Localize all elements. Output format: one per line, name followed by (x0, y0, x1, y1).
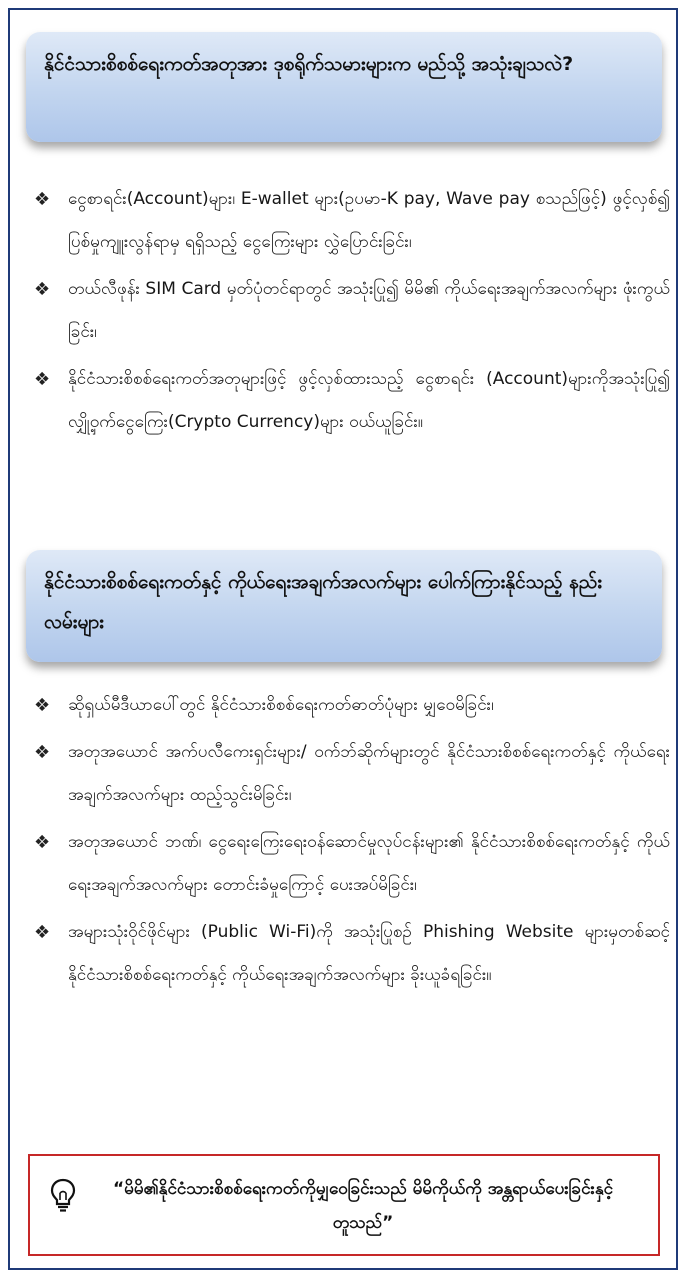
list-item-text: အများသုံးဝိုင်ဖိုင်များ (Public Wi-Fi)ကို အသုံးပြုစဉ် Phishing Website များမှတစ်ဆင့် နိုင်ငံသားစိစစ်ရေးကတ်နှင့် ကိုယ်ရေးအချက်အလက်များ ခိုးယူခံရခြင်း။ (68, 922, 670, 985)
lightbulb-icon (50, 1178, 80, 1216)
list-item (34, 684, 670, 727)
section-1-heading: နိုင်ငံသားစိစစ်ရေးကတ်အတုအား ဒုစရိုက်သမားများက မည်သို့ အသုံးချသလဲ? (44, 53, 574, 75)
section-2-list (34, 684, 670, 1001)
bullet-icon: ❖ (34, 279, 51, 300)
list-item-text: ဆိုရှယ်မီဒီယာပေါ်တွင် နိုင်ငံသားစိစစ်ရေးကတ်ဓာတ်ပုံများ မျှဝေမိခြင်း၊ (68, 695, 494, 715)
list-item-text: အတုအယောင် ဘဏ်၊ ငွေရေးကြေးရေးဝန်ဆောင်မှုလုပ်ငန်းများ၏ နိုင်ငံသားစိစစ်ရေးကတ်နှင့် ကိုယ်ရေးအချက်အလက်များ တောင်းခံမှုကြောင့် ပေးအပ်မိခြင်း၊ (68, 832, 670, 895)
section-2-heading-box (26, 550, 662, 662)
bullet-icon: ❖ (34, 742, 51, 763)
list-item (34, 178, 670, 264)
section-1-heading-box (26, 32, 662, 142)
list-item (34, 731, 670, 817)
bullet-icon: ❖ (34, 189, 51, 210)
bullet-icon: ❖ (34, 695, 51, 716)
list-item (34, 821, 670, 907)
bullet-icon: ❖ (34, 832, 51, 853)
section-2-heading: နိုင်ငံသားစိစစ်ရေးကတ်နှင့် ကိုယ်ရေးအချက်အလက်များ ပေါက်ကြားနိုင်သည့် နည်းလမ်းများ (44, 571, 603, 633)
list-item-text: ငွေစာရင်း(Account)များ၊ E-wallet များ(ဥပမာ-K pay, Wave pay စသည်ဖြင့်) ဖွင့်လှစ်၍ ပြစ်မှုကျူးလွန်ရာမှ ရရှိသည့် ငွေကြေးများ လွှဲပြောင်းခြင်း၊ (68, 189, 670, 252)
quote-box (28, 1154, 660, 1256)
bullet-icon: ❖ (34, 922, 51, 943)
document-frame (8, 8, 678, 1270)
section-1-list (34, 178, 670, 448)
list-item (34, 268, 670, 354)
list-item-text: အတုအယောင် အက်ပလီကေးရှင်းများ/ ဝက်ဘ်ဆိုက်များတွင် နိုင်ငံသားစိစစ်ရေးကတ်နှင့် ကိုယ်ရေးအချက်အလက်များ ထည့်သွင်းမိခြင်း၊ (68, 742, 670, 805)
list-item (34, 358, 670, 444)
list-item-text: တယ်လီဖုန်း SIM Card မှတ်ပုံတင်ရာတွင် အသုံးပြု၍ မိမိ၏ ကိုယ်ရေးအချက်အလက်များ ဖုံးကွယ်ခြင်း၊ (68, 279, 670, 342)
bullet-icon: ❖ (34, 369, 51, 390)
list-item-text: နိုင်ငံသားစိစစ်ရေးကတ်အတုများဖြင့် ဖွင့်လှစ်ထားသည့် ငွေစာရင်း (Account)များကိုအသုံးပြု၍ လျှို့ဝှက်ငွေကြေး(Crypto Currency)များ ဝယ်ယူခြင်း။ (68, 369, 670, 432)
quote-text: “မိမိ၏နိုင်ငံသားစိစစ်ရေးကတ်ကိုမျှဝေခြင်းသည် မိမိကိုယ်ကို အန္တရာယ်ပေးခြင်းနှင့် တူသည်” (112, 1179, 614, 1233)
list-item (34, 911, 670, 997)
